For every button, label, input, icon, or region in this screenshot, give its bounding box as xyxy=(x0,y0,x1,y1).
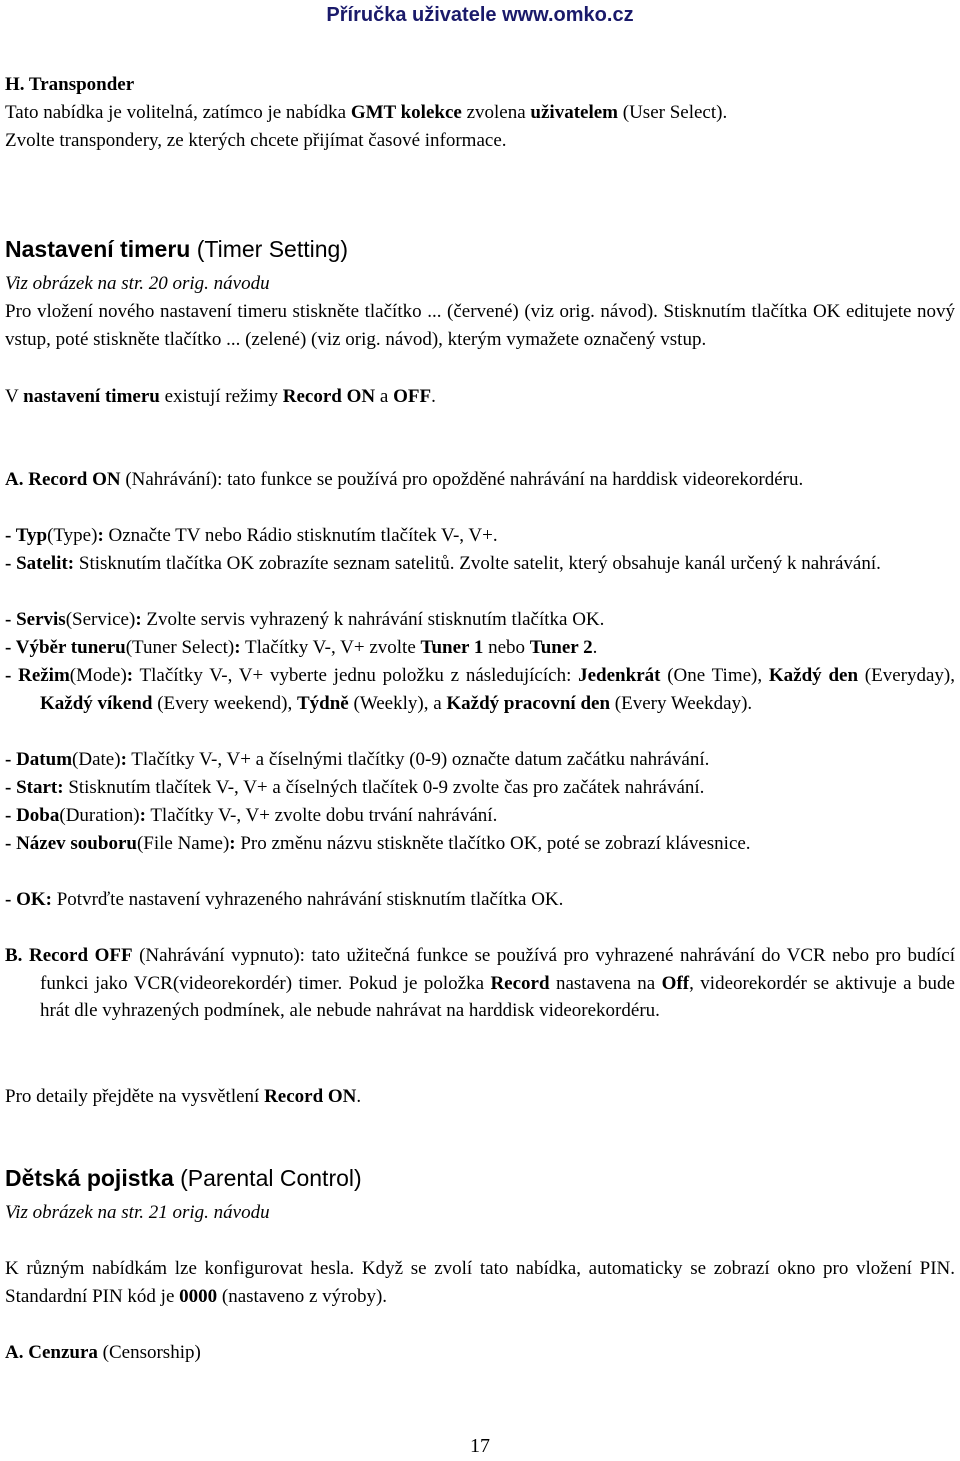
record-on-item-tuner: - Výběr tuneru(Tuner Select): Tlačítky V-, V+ zvolte Tuner 1 nebo Tuner 2. xyxy=(5,637,598,658)
timer-heading: Nastavení timeru (Timer Setting) xyxy=(5,236,348,262)
record-on-item-duration: - Doba(Duration): Tlačítky V-, V+ zvolte dobu trvání nahrávání. xyxy=(5,805,498,826)
record-on-item-mode: - Režim(Mode): Tlačítky V-, V+ vyberte jednu položku z následujících: Jedenkrát (One Time), Každý den (Everyday), Každý víkend (Every weekend), Týdně (Weekly), a Každý pracovní den (Every Weekday). xyxy=(5,665,955,714)
record-on-item-date: - Datum(Date): Tlačítky V-, V+ a číselnými tlačítky (0-9) označte datum začátku nahrávání. xyxy=(5,749,710,770)
page-number: 17 xyxy=(470,1435,490,1457)
parental-figure-reference: Viz obrázek na str. 21 orig. návodu xyxy=(5,1202,270,1223)
details-line: Pro detaily přejděte na vysvětlení Record ON. xyxy=(5,1086,362,1107)
record-on-item-type: - Typ(Type): Označte TV nebo Rádio stisknutím tlačítek V-, V+. xyxy=(5,525,498,546)
record-on-item-filename: - Název souboru(File Name): Pro změnu názvu stiskněte tlačítko OK, poté se zobrazí klávesnice. xyxy=(5,833,751,854)
record-on-item-satellite: - Satelit: Stisknutím tlačítka OK zobrazíte seznam satelitů. Zvolte satelit, který obsahuje kanál určený k nahrávání. xyxy=(5,553,881,574)
record-on-section: A. Record ON (Nahrávání): tato funkce se používá pro opožděné nahrávání na harddisk videorekordéru. xyxy=(5,469,804,490)
transponder-paragraph-1: Tato nabídka je volitelná, zatímco je nabídka GMT kolekce zvolena uživatelem (User Select). xyxy=(5,102,728,123)
record-on-item-ok: - OK: Potvrďte nastavení vyhrazeného nahrávání stisknutím tlačítka OK. xyxy=(5,889,564,910)
censorship-line: A. Cenzura (Censorship) xyxy=(5,1342,201,1363)
parental-paragraph: K různým nabídkám lze konfigurovat hesla. Když se zvolí tato nabídka, automaticky se zobrazí okno pro vložení PIN. Standardní PIN kód je 0000 (nastaveno z výroby). xyxy=(5,1258,955,1307)
transponder-heading: H. Transponder xyxy=(5,74,135,95)
timer-paragraph: Pro vložení nového nastavení timeru stiskněte tlačítko ... (červené) (viz orig. návod). Stisknutím tlačítka OK editujete nový vstup, poté stiskněte tlačítko ... (zelené) (viz orig. návod), kterým vymažete označený vstup. xyxy=(5,301,955,350)
transponder-paragraph-2: Zvolte transpondery, ze kterých chcete přijímat časové informace. xyxy=(5,130,507,151)
page-header: Příručka uživatele www.omko.cz xyxy=(326,4,634,26)
record-off-section: B. Record OFF (Nahrávání vypnuto): tato užitečná funkce se používá pro vyhrazené nahrávání do VCR nebo pro budící funkci jako VCR(videorekordér) timer. Pokud je položka Record nastavena na Off, videorekordér se aktivuje a bude hrát dle vyhrazených podmínek, ale nebude nahrávat na harddisk videorekordéru. xyxy=(5,945,956,1021)
record-on-item-start: - Start: Stisknutím tlačítek V-, V+ a číselných tlačítek 0-9 zvolte čas pro začátek nahrávání. xyxy=(5,777,705,798)
timer-figure-reference: Viz obrázek na str. 20 orig. návodu xyxy=(5,273,270,294)
parental-heading: Dětská pojistka (Parental Control) xyxy=(5,1165,362,1191)
record-on-item-service: - Servis(Service): Zvolte servis vyhrazený k nahrávání stisknutím tlačítka OK. xyxy=(5,609,605,630)
timer-modes-line: V nastavení timeru existují režimy Record ON a OFF. xyxy=(5,386,436,407)
